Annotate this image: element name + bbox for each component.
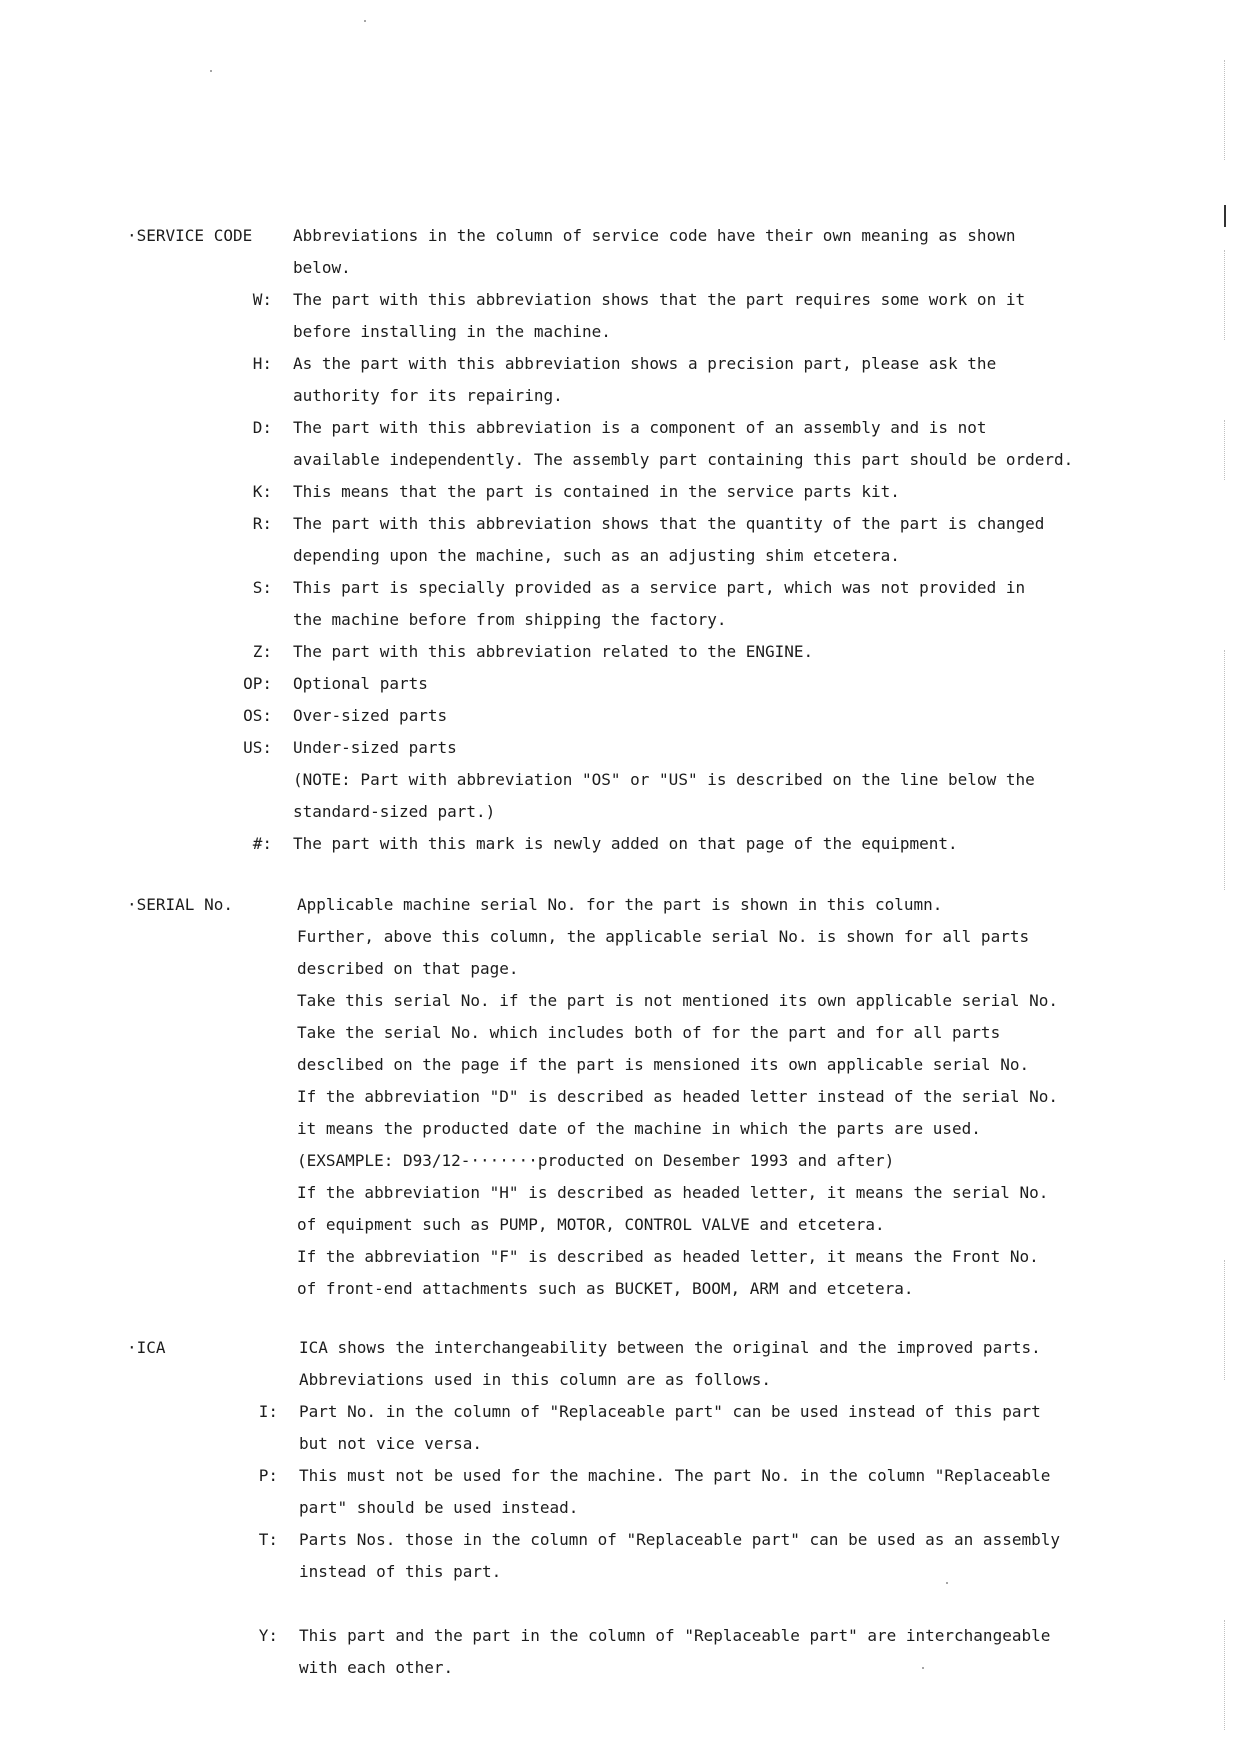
scan-speck: [364, 20, 366, 22]
desc-line: available independently. The assembly part containing this part should be orderd.: [293, 450, 1074, 469]
scan-speck: [210, 70, 212, 72]
intro-line: ICA shows the interchangeability between the original and the improved parts.: [299, 1338, 1041, 1357]
code-label: Z:: [252, 642, 272, 661]
code-label: I:: [258, 1402, 278, 1421]
desc-line: The part with this abbreviation shows that the part requires some work on it: [293, 290, 1026, 309]
body-line: (EXSAMPLE: D93/12-·······producted on Desember 1993 and after): [297, 1151, 895, 1170]
service-code-item-s: [0, 572, 1240, 636]
desc-line: authority for its repairing.: [293, 386, 563, 405]
desc-line: This part and the part in the column of "Replaceable part" are interchangeable: [299, 1626, 1051, 1645]
desc-line: The part with this abbreviation is a component of an assembly and is not: [293, 418, 987, 437]
code-label: T:: [258, 1530, 278, 1549]
ica-item-y: [0, 1620, 1240, 1684]
intro-line: Abbreviations used in this column are as follows.: [299, 1370, 772, 1389]
code-label: Y:: [258, 1626, 278, 1645]
desc-line: Optional parts: [293, 674, 428, 693]
ica-heading: ·ICA: [127, 1338, 166, 1357]
desc-line: This means that the part is contained in the service parts kit.: [293, 482, 900, 501]
desc-line: Parts Nos. those in the column of "Replaceable part" can be used as an assembly: [299, 1530, 1060, 1549]
service-code-item-z: [0, 636, 1240, 668]
serial-no-heading: ·SERIAL No.: [127, 895, 233, 914]
code-label: W:: [252, 290, 272, 309]
service-code-item-k: [0, 476, 1240, 508]
service-code-item-us: [0, 732, 1240, 828]
scan-speck: [922, 1667, 924, 1669]
body-line: If the abbreviation "D" is described as headed letter instead of the serial No.: [297, 1087, 1058, 1106]
service-code-item-hash: [0, 828, 1240, 860]
service-code-item-w: [0, 284, 1240, 348]
intro-line: Abbreviations in the column of service code have their own meaning as shown: [293, 226, 1016, 245]
code-label: P:: [258, 1466, 278, 1485]
desc-line: the machine before from shipping the factory.: [293, 610, 727, 629]
code-label: US:: [243, 738, 272, 757]
service-code-list: [0, 284, 1240, 860]
desc-line: This must not be used for the machine. The part No. in the column "Replaceable: [299, 1466, 1051, 1485]
body-line: Further, above this column, the applicable serial No. is shown for all parts: [297, 927, 1030, 946]
code-label: R:: [252, 514, 272, 533]
desc-line: with each other.: [299, 1658, 454, 1677]
code-label: OS:: [243, 706, 272, 725]
desc-line: As the part with this abbreviation shows a precision part, please ask the: [293, 354, 997, 373]
desc-line: standard-sized part.): [293, 802, 496, 821]
service-code-item-os: [0, 700, 1240, 732]
body-line: Applicable machine serial No. for the part is shown in this column.: [297, 895, 943, 914]
desc-line: This part is specially provided as a service part, which was not provided in: [293, 578, 1026, 597]
ica-list: [0, 1396, 1240, 1684]
service-code-item-d: [0, 412, 1240, 476]
desc-line: Part No. in the column of "Replaceable part" can be used instead of this part: [299, 1402, 1041, 1421]
desc-line: Under-sized parts: [293, 738, 457, 757]
body-line: described on that page.: [297, 959, 519, 978]
body-line: it means the producted date of the machine in which the parts are used.: [297, 1119, 981, 1138]
body-line: If the abbreviation "F" is described as headed letter, it means the Front No.: [297, 1247, 1039, 1266]
service-code-item-op: [0, 668, 1240, 700]
code-label: K:: [252, 482, 272, 501]
body-line: desclibed on the page if the part is mensioned its own applicable serial No.: [297, 1055, 1030, 1074]
desc-line: before installing in the machine.: [293, 322, 611, 341]
desc-line: The part with this abbreviation related to the ENGINE.: [293, 642, 814, 661]
body-line: If the abbreviation "H" is described as headed letter, it means the serial No.: [297, 1183, 1049, 1202]
body-line: of front-end attachments such as BUCKET, BOOM, ARM and etcetera.: [297, 1279, 914, 1298]
service-code-item-r: [0, 508, 1240, 572]
service-code-intro: [293, 220, 1093, 284]
scan-speck: [946, 1582, 948, 1584]
desc-line: Over-sized parts: [293, 706, 448, 725]
desc-line: The part with this mark is newly added on that page of the equipment.: [293, 834, 958, 853]
desc-line: part" should be used instead.: [299, 1498, 579, 1517]
code-label: #:: [252, 834, 272, 853]
ica-item-t: [0, 1524, 1240, 1620]
desc-line: (NOTE: Part with abbreviation "OS" or "US" is described on the line below the: [293, 770, 1035, 789]
service-code-heading: ·SERVICE CODE: [127, 226, 253, 245]
intro-line: below.: [293, 258, 351, 277]
code-label: S:: [252, 578, 272, 597]
code-label: H:: [252, 354, 272, 373]
code-label: D:: [252, 418, 272, 437]
ica-item-p: [0, 1460, 1240, 1524]
code-label: OP:: [243, 674, 272, 693]
desc-line: depending upon the machine, such as an adjusting shim etcetera.: [293, 546, 900, 565]
serial-no-body: [297, 889, 1097, 1305]
service-code-item-h: [0, 348, 1240, 412]
body-line: Take this serial No. if the part is not mentioned its own applicable serial No.: [297, 991, 1058, 1010]
desc-line: but not vice versa.: [299, 1434, 483, 1453]
body-line: of equipment such as PUMP, MOTOR, CONTROL VALVE and etcetera.: [297, 1215, 885, 1234]
desc-line: instead of this part.: [299, 1562, 502, 1581]
scan-edge-marks: [1224, 60, 1226, 1720]
ica-intro: [299, 1332, 1099, 1396]
desc-line: The part with this abbreviation shows that the quantity of the part is changed: [293, 514, 1045, 533]
body-line: Take the serial No. which includes both of for the part and for all parts: [297, 1023, 1001, 1042]
ica-item-i: [0, 1396, 1240, 1460]
